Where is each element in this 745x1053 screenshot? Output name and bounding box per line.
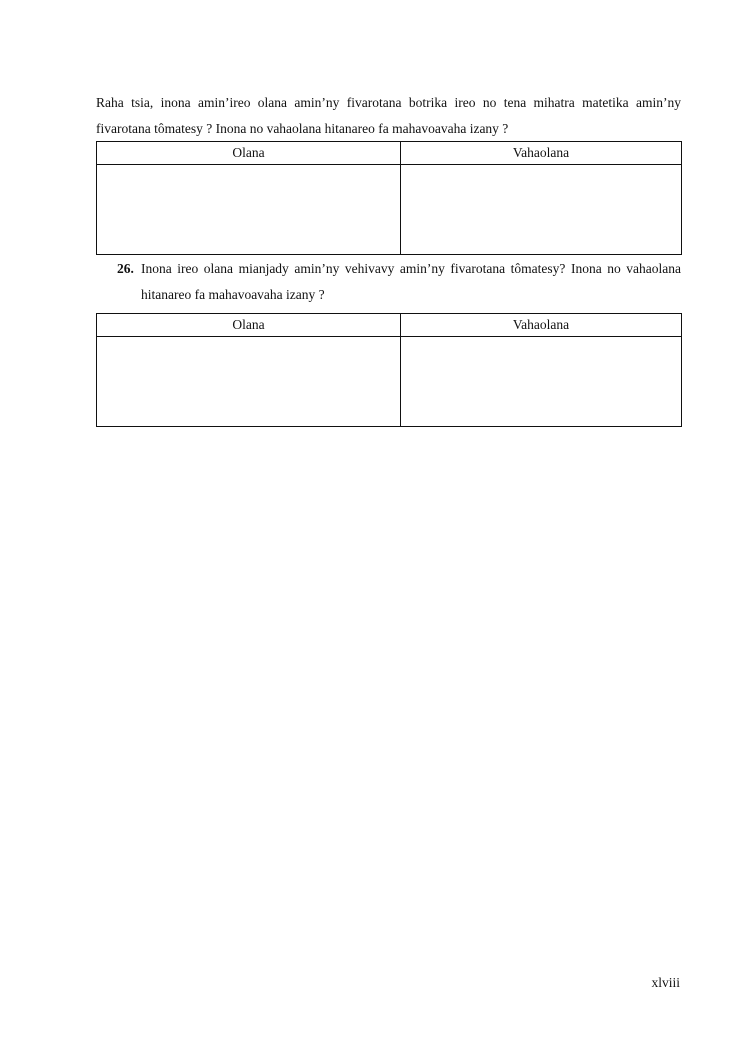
olana-answer-cell[interactable]: [97, 165, 401, 255]
header-olana: Olana: [97, 142, 401, 165]
question-text: Inona ireo olana mianjady amin’ny vehivavy amin’ny fivarotana tômatesy? Inona no vahaolana hitanareo fa mahavoavaha izany ?: [141, 261, 681, 302]
intro-paragraph: Raha tsia, inona amin’ireo olana amin’ny fivarotana botrika ireo no tena mihatra matetika amin’ny fivarotana tômatesy ? Inona no vahaolana hitanareo fa mahavoavaha izany ?: [96, 95, 681, 136]
table-row: [97, 165, 682, 255]
table-row: [97, 337, 682, 427]
header-olana: Olana: [97, 314, 401, 337]
page-number: xlviii: [651, 975, 680, 990]
problems-solutions-table-2: [96, 313, 682, 427]
table-header-row: [97, 142, 682, 165]
header-vahaolana: Vahaolana: [401, 314, 682, 337]
olana-answer-cell[interactable]: [97, 337, 401, 427]
problems-solutions-table-1: [96, 141, 682, 255]
table-header-row: [97, 314, 682, 337]
question-number: 26.: [117, 261, 134, 276]
vahaolana-answer-cell[interactable]: [401, 337, 682, 427]
header-vahaolana: Vahaolana: [401, 142, 682, 165]
question-26: [117, 256, 681, 308]
vahaolana-answer-cell[interactable]: [401, 165, 682, 255]
